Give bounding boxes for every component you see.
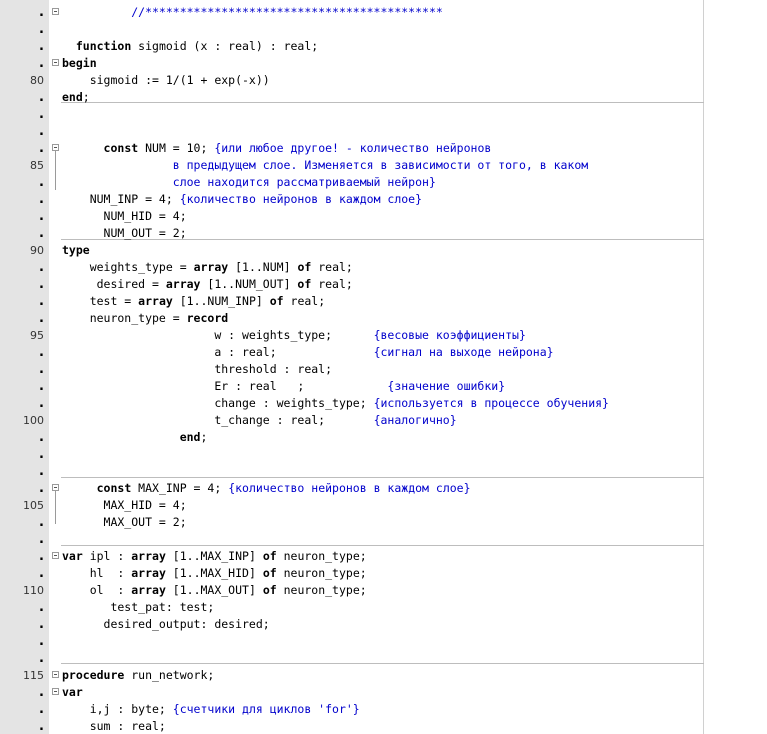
line-number: . bbox=[39, 396, 44, 411]
code-token: test = bbox=[62, 294, 139, 308]
code-token: [1..MAX_HID] bbox=[165, 566, 263, 580]
code-line[interactable] bbox=[0, 582, 767, 599]
line-number: 95 bbox=[30, 329, 44, 342]
code-text bbox=[62, 259, 353, 276]
code-text bbox=[62, 582, 367, 599]
keyword-token: array bbox=[193, 260, 229, 274]
code-line[interactable] bbox=[0, 531, 767, 548]
line-number: 90 bbox=[30, 244, 44, 257]
comment-token: слое находится рассматриваемый нейрон} bbox=[62, 175, 436, 189]
line-number: . bbox=[39, 124, 44, 139]
code-text bbox=[62, 38, 318, 55]
line-number: . bbox=[39, 617, 44, 632]
code-text bbox=[62, 225, 187, 242]
code-line[interactable] bbox=[0, 293, 767, 310]
code-line[interactable] bbox=[0, 429, 767, 446]
code-token: ipl : bbox=[82, 549, 132, 563]
code-line[interactable] bbox=[0, 463, 767, 480]
code-text bbox=[62, 276, 353, 293]
code-line[interactable] bbox=[0, 497, 767, 514]
code-text bbox=[62, 361, 332, 378]
code-token: t_change : real; bbox=[62, 413, 374, 427]
code-token: change : weights_type; bbox=[62, 396, 374, 410]
code-line[interactable] bbox=[0, 565, 767, 582]
code-text bbox=[62, 89, 90, 106]
fold-collapse-icon[interactable] bbox=[52, 552, 59, 559]
code-line[interactable] bbox=[0, 55, 767, 72]
line-number: . bbox=[39, 430, 44, 445]
code-line[interactable] bbox=[0, 361, 767, 378]
code-text bbox=[62, 395, 609, 412]
code-token: MAX_HID = 4; bbox=[62, 498, 187, 512]
code-token bbox=[62, 39, 76, 53]
keyword-token: end bbox=[179, 430, 201, 444]
keyword-token: record bbox=[186, 311, 229, 325]
code-token: Er : real ; bbox=[62, 379, 388, 393]
line-number: 100 bbox=[23, 414, 44, 427]
code-text bbox=[62, 4, 443, 21]
code-token bbox=[62, 430, 180, 444]
keyword-token: array bbox=[138, 294, 173, 308]
keyword-token: function bbox=[75, 39, 132, 53]
code-line[interactable] bbox=[0, 344, 767, 361]
fold-collapse-icon[interactable] bbox=[52, 144, 59, 151]
code-line[interactable] bbox=[0, 446, 767, 463]
code-token: sigmoid (x : real) : real; bbox=[131, 39, 319, 53]
code-token: w : weights_type; bbox=[62, 328, 374, 342]
keyword-token: begin bbox=[62, 56, 97, 70]
keyword-token: var bbox=[62, 549, 83, 563]
line-number: . bbox=[39, 651, 44, 666]
line-number: 85 bbox=[30, 159, 44, 172]
code-text bbox=[62, 344, 554, 361]
code-text bbox=[62, 497, 187, 514]
line-number: 110 bbox=[23, 584, 44, 597]
code-line[interactable] bbox=[0, 684, 767, 701]
line-number: . bbox=[39, 566, 44, 581]
code-line[interactable] bbox=[0, 718, 767, 734]
code-text bbox=[62, 293, 325, 310]
line-number: 115 bbox=[23, 669, 44, 682]
code-text bbox=[62, 599, 214, 616]
code-text bbox=[62, 565, 367, 582]
code-text bbox=[62, 191, 422, 208]
code-line[interactable] bbox=[0, 480, 767, 497]
code-line[interactable] bbox=[0, 191, 767, 208]
line-number: . bbox=[39, 464, 44, 479]
code-token: [1..MAX_INP] bbox=[165, 549, 263, 563]
line-number: . bbox=[39, 311, 44, 326]
line-number: . bbox=[39, 226, 44, 241]
line-number: . bbox=[39, 294, 44, 309]
code-token: ; bbox=[82, 90, 90, 104]
keyword-token: const bbox=[103, 141, 139, 155]
code-line[interactable] bbox=[0, 242, 767, 259]
code-text bbox=[62, 242, 90, 259]
code-text bbox=[62, 514, 187, 531]
line-number: . bbox=[39, 702, 44, 717]
code-token: run_network; bbox=[124, 668, 215, 682]
code-line[interactable] bbox=[0, 667, 767, 684]
keyword-token: type bbox=[62, 243, 90, 257]
line-number: . bbox=[39, 277, 44, 292]
code-token: NUM = 10; bbox=[138, 141, 215, 155]
code-text bbox=[62, 701, 360, 718]
line-number: . bbox=[39, 447, 44, 462]
comment-token: {сигнал на выходе нейрона} bbox=[373, 345, 554, 359]
code-text bbox=[62, 667, 214, 684]
code-token: real; bbox=[311, 277, 353, 291]
keyword-token: procedure bbox=[62, 668, 125, 682]
code-token: NUM_HID = 4; bbox=[62, 209, 187, 223]
keyword-token: of bbox=[269, 294, 284, 308]
line-number: . bbox=[39, 107, 44, 122]
code-line[interactable] bbox=[0, 21, 767, 38]
code-line[interactable] bbox=[0, 140, 767, 157]
line-number: 80 bbox=[30, 74, 44, 87]
keyword-token: array bbox=[165, 277, 201, 291]
code-line[interactable] bbox=[0, 72, 767, 89]
line-number: . bbox=[39, 5, 44, 20]
code-line[interactable] bbox=[0, 208, 767, 225]
code-token: weights_type = bbox=[62, 260, 194, 274]
code-line[interactable] bbox=[0, 259, 767, 276]
line-number: . bbox=[39, 22, 44, 37]
code-token: ; bbox=[200, 430, 208, 444]
comment-token: {используется в процессе обучения} bbox=[373, 396, 609, 410]
code-line[interactable] bbox=[0, 412, 767, 429]
line-number: . bbox=[39, 515, 44, 530]
code-text bbox=[62, 429, 207, 446]
code-text bbox=[62, 140, 491, 157]
keyword-token: var bbox=[62, 685, 83, 699]
comment-token: {весовые коэффициенты} bbox=[373, 328, 526, 342]
code-text bbox=[62, 548, 367, 565]
line-number: . bbox=[39, 549, 44, 564]
keyword-token: of bbox=[297, 277, 312, 291]
line-number: . bbox=[39, 634, 44, 649]
code-token: MAX_INP = 4; bbox=[131, 481, 229, 495]
code-text bbox=[62, 327, 526, 344]
code-token: [1..MAX_OUT] bbox=[165, 583, 263, 597]
code-token: neuron_type; bbox=[276, 549, 367, 563]
keyword-token: of bbox=[262, 583, 277, 597]
code-line[interactable] bbox=[0, 123, 767, 140]
line-number: . bbox=[39, 379, 44, 394]
fold-collapse-icon[interactable] bbox=[52, 8, 59, 15]
keyword-token: of bbox=[297, 260, 312, 274]
code-token: desired = bbox=[62, 277, 166, 291]
code-text bbox=[62, 718, 166, 734]
code-text bbox=[62, 310, 228, 327]
code-token: hl : bbox=[62, 566, 132, 580]
code-token: neuron_type = bbox=[62, 311, 187, 325]
line-number: . bbox=[39, 141, 44, 156]
code-token: [1..NUM_OUT] bbox=[200, 277, 298, 291]
code-token: real; bbox=[311, 260, 353, 274]
code-line[interactable] bbox=[0, 378, 767, 395]
code-line[interactable] bbox=[0, 157, 767, 174]
code-token: NUM_OUT = 2; bbox=[62, 226, 187, 240]
code-token: a : real; bbox=[62, 345, 374, 359]
line-number: . bbox=[39, 209, 44, 224]
code-line[interactable] bbox=[0, 395, 767, 412]
code-token: ol : bbox=[62, 583, 132, 597]
code-token: [1..NUM_INP] bbox=[172, 294, 270, 308]
code-token: test_pat: test; bbox=[62, 600, 215, 614]
line-number: . bbox=[39, 362, 44, 377]
code-token: NUM_INP = 4; bbox=[62, 192, 180, 206]
comment-token: {количество нейронов в каждом слое} bbox=[228, 481, 471, 495]
code-token: sigmoid := 1/(1 + exp(-x)) bbox=[62, 73, 270, 87]
comment-token: {счетчики для циклов 'for'} bbox=[172, 702, 360, 716]
line-number: . bbox=[39, 90, 44, 105]
line-number: . bbox=[39, 481, 44, 496]
line-number: . bbox=[39, 192, 44, 207]
code-token: neuron_type; bbox=[276, 566, 367, 580]
line-number: . bbox=[39, 175, 44, 190]
comment-token: {аналогично} bbox=[373, 413, 457, 427]
code-line[interactable] bbox=[0, 548, 767, 565]
comment-token: //******************************************* bbox=[62, 5, 443, 19]
code-line[interactable] bbox=[0, 650, 767, 667]
code-text bbox=[62, 208, 187, 225]
code-line[interactable] bbox=[0, 616, 767, 633]
code-text bbox=[62, 480, 471, 497]
code-line[interactable] bbox=[0, 310, 767, 327]
line-number: . bbox=[39, 39, 44, 54]
fold-collapse-icon[interactable] bbox=[52, 688, 59, 695]
line-number: . bbox=[39, 56, 44, 71]
code-token: [1..NUM] bbox=[228, 260, 298, 274]
comment-token: в предыдущем слое. Изменяется в зависимости от того, в каком bbox=[62, 158, 589, 172]
code-text bbox=[62, 174, 436, 191]
line-number: . bbox=[39, 345, 44, 360]
keyword-token: of bbox=[262, 566, 277, 580]
code-text bbox=[62, 378, 505, 395]
fold-collapse-icon[interactable] bbox=[52, 59, 59, 66]
code-token: sum : real; bbox=[62, 719, 166, 733]
code-line[interactable] bbox=[0, 174, 767, 191]
fold-collapse-icon[interactable] bbox=[52, 671, 59, 678]
code-line[interactable] bbox=[0, 327, 767, 344]
code-line[interactable] bbox=[0, 514, 767, 531]
code-line[interactable] bbox=[0, 225, 767, 242]
code-token: threshold : real; bbox=[62, 362, 333, 376]
code-line[interactable] bbox=[0, 89, 767, 106]
keyword-token: array bbox=[131, 549, 166, 563]
code-line[interactable] bbox=[0, 633, 767, 650]
code-line[interactable] bbox=[0, 4, 767, 21]
keyword-token: of bbox=[262, 549, 277, 563]
code-token: real; bbox=[283, 294, 326, 308]
keyword-token: end bbox=[62, 90, 83, 104]
code-line[interactable] bbox=[0, 38, 767, 55]
line-number: . bbox=[39, 719, 44, 734]
code-text bbox=[62, 157, 588, 174]
code-text bbox=[62, 412, 457, 429]
keyword-token: array bbox=[131, 583, 166, 597]
code-token: MAX_OUT = 2; bbox=[62, 515, 187, 529]
code-token bbox=[62, 481, 97, 495]
code-line[interactable] bbox=[0, 701, 767, 718]
code-text bbox=[62, 55, 97, 72]
code-text bbox=[62, 72, 270, 89]
line-number: . bbox=[39, 260, 44, 275]
comment-token: {количество нейронов в каждом слое} bbox=[179, 192, 423, 206]
line-number: . bbox=[39, 532, 44, 547]
code-text bbox=[62, 684, 83, 701]
code-token: neuron_type; bbox=[276, 583, 367, 597]
comment-token: {значение ошибки} bbox=[387, 379, 506, 393]
code-line[interactable] bbox=[0, 106, 767, 123]
line-number: . bbox=[39, 600, 44, 615]
code-line[interactable] bbox=[0, 276, 767, 293]
code-token: i,j : byte; bbox=[62, 702, 173, 716]
comment-token: {или любое другое! - количество нейронов bbox=[214, 141, 492, 155]
code-text bbox=[62, 616, 270, 633]
code-line[interactable] bbox=[0, 599, 767, 616]
fold-collapse-icon[interactable] bbox=[52, 484, 59, 491]
keyword-token: array bbox=[131, 566, 166, 580]
keyword-token: const bbox=[96, 481, 132, 495]
line-number: 105 bbox=[23, 499, 44, 512]
code-token bbox=[62, 141, 104, 155]
line-number: . bbox=[39, 685, 44, 700]
code-token: desired_output: desired; bbox=[62, 617, 270, 631]
